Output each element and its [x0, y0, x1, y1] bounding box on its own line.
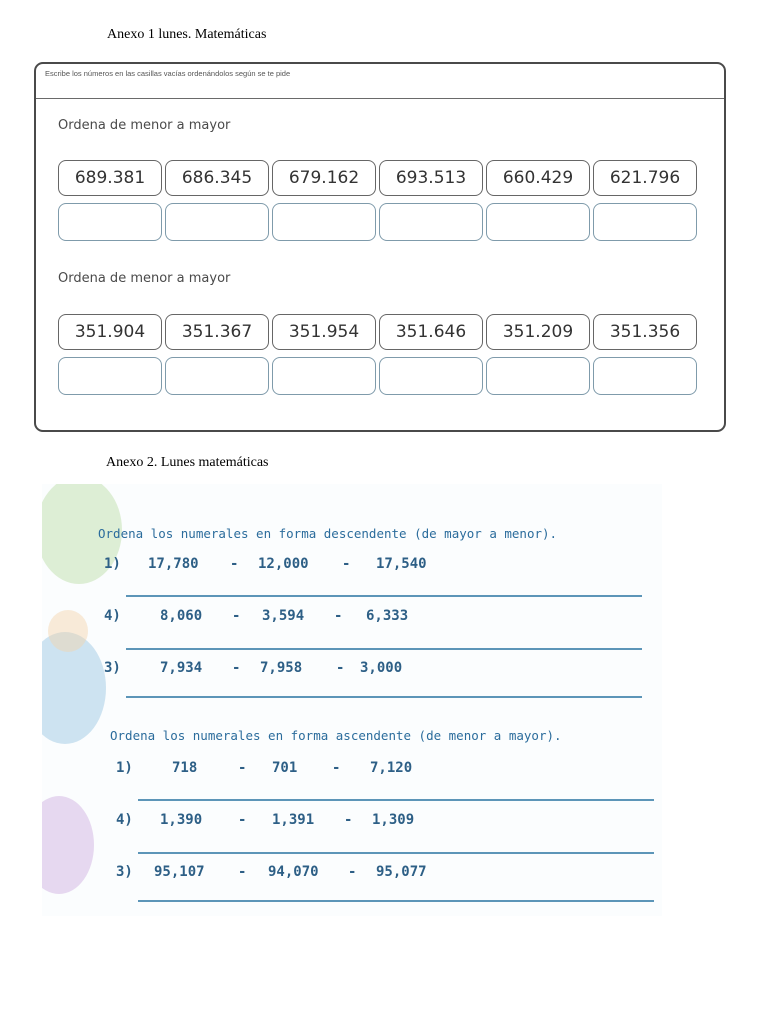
- answer-box[interactable]: [593, 203, 697, 241]
- separator-dash: -: [334, 608, 343, 624]
- annex-2-worksheet: [42, 484, 662, 916]
- exercise-number: 3): [104, 660, 121, 676]
- balloon-decoration: [42, 796, 94, 894]
- number-box: 660.429: [486, 160, 590, 196]
- exercise-value: 7,958: [260, 660, 303, 676]
- section-2-label: Ordena de menor a mayor: [58, 271, 231, 286]
- answer-box[interactable]: [165, 203, 269, 241]
- number-box: 693.513: [379, 160, 483, 196]
- exercise-value: 3,000: [360, 660, 403, 676]
- answer-box[interactable]: [272, 203, 376, 241]
- separator-dash: -: [230, 556, 239, 572]
- number-box: 686.345: [165, 160, 269, 196]
- separator-dash: -: [336, 660, 345, 676]
- answer-line[interactable]: [126, 648, 642, 650]
- exercise-value: 8,060: [160, 608, 203, 624]
- section-1-numbers: [58, 160, 697, 196]
- separator-dash: -: [232, 660, 241, 676]
- answer-line[interactable]: [138, 900, 654, 902]
- exercise-value: 7,934: [160, 660, 203, 676]
- annex-1-worksheet: [34, 62, 726, 432]
- instruction-bar: [36, 64, 724, 99]
- exercise-value: 1,390: [160, 812, 203, 828]
- separator-dash: -: [238, 812, 247, 828]
- exercise-value: 1,391: [272, 812, 315, 828]
- answer-line[interactable]: [138, 799, 654, 801]
- annex-1-title: Anexo 1 lunes. Matemáticas: [107, 27, 267, 42]
- section-2-numbers: [58, 314, 697, 350]
- number-box: 351.209: [486, 314, 590, 350]
- exercise-value: 3,594: [262, 608, 305, 624]
- number-box: 351.954: [272, 314, 376, 350]
- answer-line[interactable]: [138, 852, 654, 854]
- number-box: 351.356: [593, 314, 697, 350]
- answer-box[interactable]: [58, 357, 162, 395]
- separator-dash: -: [348, 864, 357, 880]
- answer-box[interactable]: [593, 357, 697, 395]
- exercise-value: 6,333: [366, 608, 409, 624]
- exercise-value: 17,780: [148, 556, 199, 572]
- answer-box[interactable]: [272, 357, 376, 395]
- exercise-value: 7,120: [370, 760, 413, 776]
- exercise-number: 3): [116, 864, 133, 880]
- exercise-value: 1,309: [372, 812, 415, 828]
- exercise-number: 4): [104, 608, 121, 624]
- exercise-number: 1): [104, 556, 121, 572]
- separator-dash: -: [238, 760, 247, 776]
- answer-box[interactable]: [165, 357, 269, 395]
- number-box: 621.796: [593, 160, 697, 196]
- exercise-value: 701: [272, 760, 298, 776]
- answer-box[interactable]: [486, 203, 590, 241]
- descending-heading: Ordena los numerales en forma descendente (de mayor a menor).: [98, 526, 558, 541]
- balloon-decoration: [48, 610, 88, 652]
- answer-line[interactable]: [126, 595, 642, 597]
- separator-dash: -: [344, 812, 353, 828]
- exercise-number: 1): [116, 760, 133, 776]
- answer-box[interactable]: [58, 203, 162, 241]
- answer-line[interactable]: [126, 696, 642, 698]
- exercise-value: 12,000: [258, 556, 309, 572]
- number-box: 351.367: [165, 314, 269, 350]
- number-box: 679.162: [272, 160, 376, 196]
- instruction-text: Escribe los números en las casillas vacías ordenándolos según se te pide: [45, 69, 291, 78]
- section-2-answer-boxes: [58, 357, 697, 395]
- number-box: 689.381: [58, 160, 162, 196]
- separator-dash: -: [342, 556, 351, 572]
- exercise-value: 94,070: [268, 864, 319, 880]
- answer-box[interactable]: [486, 357, 590, 395]
- section-1-label: Ordena de menor a mayor: [58, 118, 231, 133]
- ascending-heading: Ordena los numerales en forma ascendente (de menor a mayor).: [110, 728, 562, 743]
- number-box: 351.646: [379, 314, 483, 350]
- answer-box[interactable]: [379, 357, 483, 395]
- exercise-value: 95,107: [154, 864, 205, 880]
- separator-dash: -: [332, 760, 341, 776]
- separator-dash: -: [238, 864, 247, 880]
- number-box: 351.904: [58, 314, 162, 350]
- annex-2-title: Anexo 2. Lunes matemáticas: [106, 455, 269, 470]
- exercise-value: 718: [172, 760, 198, 776]
- exercise-value: 17,540: [376, 556, 427, 572]
- exercise-value: 95,077: [376, 864, 427, 880]
- separator-dash: -: [232, 608, 241, 624]
- section-1-answer-boxes: [58, 203, 697, 241]
- exercise-number: 4): [116, 812, 133, 828]
- answer-box[interactable]: [379, 203, 483, 241]
